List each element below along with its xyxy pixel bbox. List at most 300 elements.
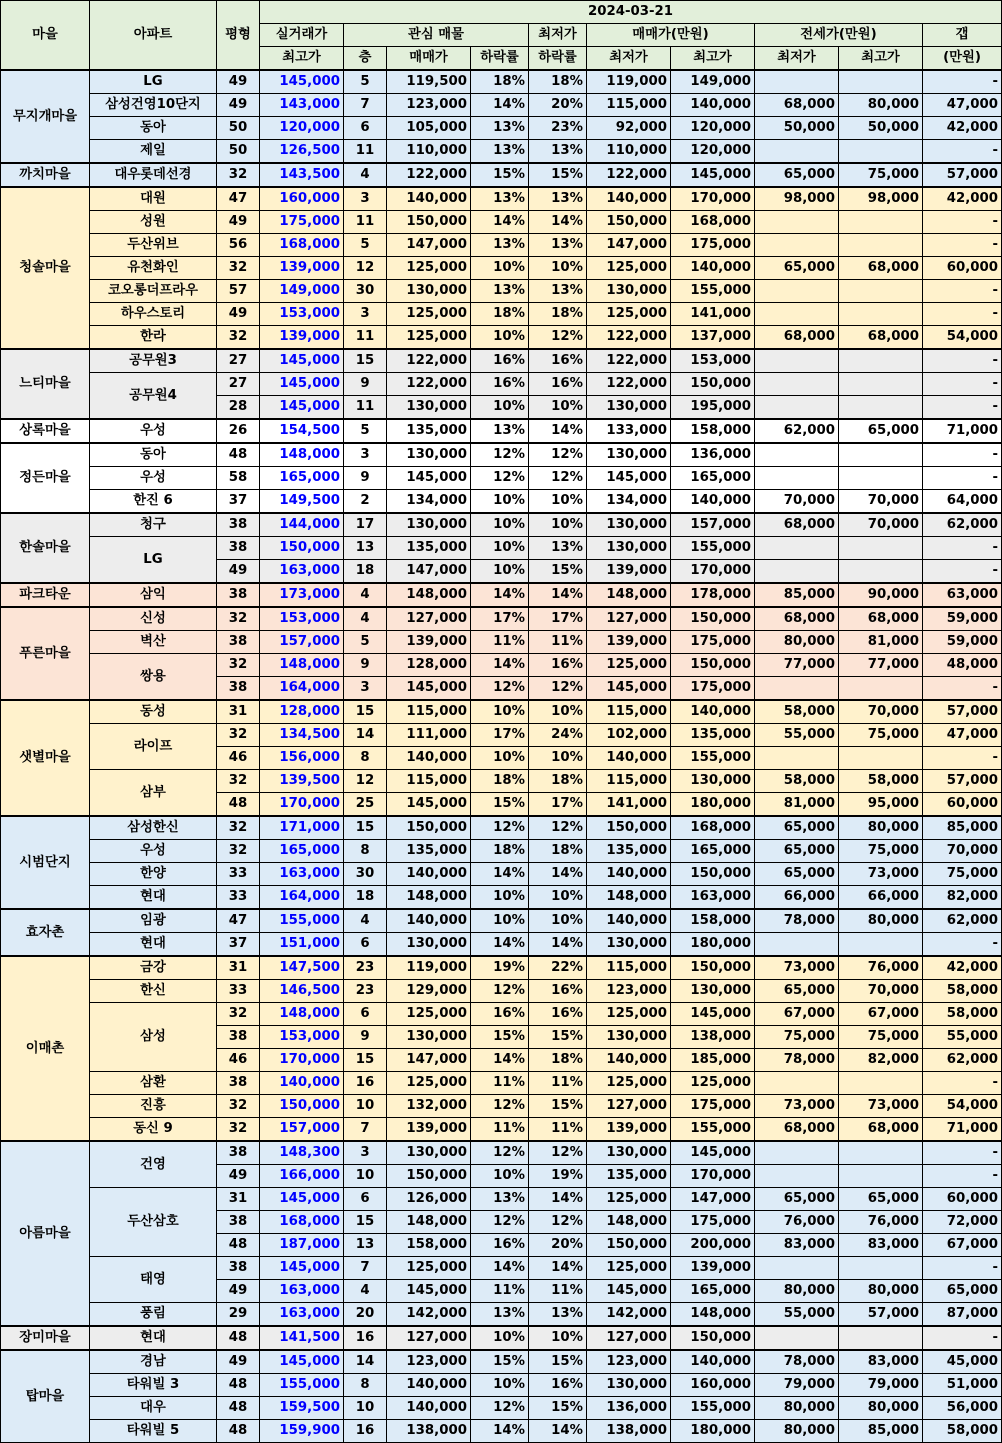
drop-rate-header: 하락률 xyxy=(471,47,529,71)
jeonse-min-cell: 80,000 xyxy=(755,1420,839,1443)
drop-rate-cell: 10% xyxy=(471,396,529,420)
jeonse-min-cell xyxy=(755,373,839,396)
apartment-name-cell: 삼성건영10단지 xyxy=(90,94,217,117)
sale-max-cell: 140,000 xyxy=(671,1350,755,1374)
pyeong-cell: 46 xyxy=(217,1049,260,1072)
low-drop-rate-cell: 13% xyxy=(529,537,587,560)
drop-rate-cell: 18% xyxy=(471,840,529,863)
sale-min-cell: 130,000 xyxy=(587,396,671,420)
low-drop-rate-cell: 24% xyxy=(529,724,587,747)
floor-cell: 20 xyxy=(344,1303,387,1327)
sale-min-cell: 130,000 xyxy=(587,1374,671,1397)
pyeong-cell: 48 xyxy=(217,1326,260,1350)
sale-price-cell: 130,000 xyxy=(387,396,471,420)
sale-price-cell: 119,000 xyxy=(387,956,471,980)
real-high-price-cell: 157,000 xyxy=(260,1118,344,1142)
jeonse-max-cell xyxy=(839,467,923,490)
pyeong-cell: 37 xyxy=(217,490,260,514)
drop-rate-cell: 14% xyxy=(471,583,529,607)
pyeong-cell: 33 xyxy=(217,980,260,1003)
jeonse-max-cell: 68,000 xyxy=(839,1118,923,1142)
real-high-price-cell: 126,500 xyxy=(260,140,344,164)
sale-max-cell: 180,000 xyxy=(671,933,755,957)
pyeong-cell: 38 xyxy=(217,1072,260,1095)
low-drop-rate-cell: 12% xyxy=(529,443,587,467)
jeonse-min-cell xyxy=(755,933,839,957)
apartment-name-cell: 대원 xyxy=(90,187,217,211)
floor-cell: 15 xyxy=(344,349,387,373)
low-drop-rate-cell: 15% xyxy=(529,1350,587,1374)
sale-price-cell: 127,000 xyxy=(387,1326,471,1350)
sale-max-cell: 165,000 xyxy=(671,1280,755,1303)
sale-min-cell: 139,000 xyxy=(587,1118,671,1142)
sale-min-cell: 135,000 xyxy=(587,840,671,863)
real-high-price-cell: 145,000 xyxy=(260,373,344,396)
drop-rate-cell: 15% xyxy=(471,163,529,187)
sale-price-cell: 158,000 xyxy=(387,1234,471,1257)
low-drop-rate-cell: 18% xyxy=(529,70,587,94)
sale-max-cell: 165,000 xyxy=(671,467,755,490)
sale-max-cell: 130,000 xyxy=(671,770,755,793)
jeonse-max-cell xyxy=(839,211,923,234)
sale-max-cell: 140,000 xyxy=(671,94,755,117)
low-drop-rate-cell: 18% xyxy=(529,1049,587,1072)
jeonse-min-cell: 98,000 xyxy=(755,187,839,211)
gap-cell: 85,000 xyxy=(923,816,1002,840)
floor-cell: 5 xyxy=(344,419,387,443)
low-drop-rate-cell: 18% xyxy=(529,303,587,326)
gap-cell: 70,000 xyxy=(923,840,1002,863)
apartment-header: 아파트 xyxy=(90,1,217,71)
low-drop-rate-cell: 16% xyxy=(529,980,587,1003)
jeonse-min-cell xyxy=(755,1257,839,1280)
drop-rate-cell: 10% xyxy=(471,490,529,514)
sale-min-cell: 150,000 xyxy=(587,816,671,840)
real-high-price-cell: 148,000 xyxy=(260,443,344,467)
jeonse-max-cell: 82,000 xyxy=(839,1049,923,1072)
village-name-cell: 효자촌 xyxy=(1,909,90,956)
pyeong-cell: 33 xyxy=(217,863,260,886)
sale-price-cell: 127,000 xyxy=(387,607,471,631)
jeonse-max-cell xyxy=(839,1072,923,1095)
floor-cell: 4 xyxy=(344,163,387,187)
jeonse-min-cell xyxy=(755,303,839,326)
floor-cell: 3 xyxy=(344,1141,387,1165)
real-high-price-cell: 145,000 xyxy=(260,1350,344,1374)
pyeong-cell: 38 xyxy=(217,631,260,654)
sale-price-cell: 145,000 xyxy=(387,467,471,490)
drop-rate-cell: 10% xyxy=(471,909,529,933)
gap-cell: 60,000 xyxy=(923,257,1002,280)
floor-cell: 15 xyxy=(344,1211,387,1234)
jeonse-min-cell: 80,000 xyxy=(755,631,839,654)
gap-cell: 63,000 xyxy=(923,583,1002,607)
floor-header: 층 xyxy=(344,47,387,71)
real-high-price-cell: 150,000 xyxy=(260,1095,344,1118)
sale-min-cell: 130,000 xyxy=(587,443,671,467)
drop-rate-cell: 12% xyxy=(471,443,529,467)
real-high-price-cell: 165,000 xyxy=(260,840,344,863)
gap-cell: 54,000 xyxy=(923,1095,1002,1118)
low-drop-rate-cell: 10% xyxy=(529,1326,587,1350)
jeonse-min-cell xyxy=(755,211,839,234)
jeonse-max-cell: 95,000 xyxy=(839,793,923,817)
drop-rate-cell: 12% xyxy=(471,1397,529,1420)
real-high-price-cell: 164,000 xyxy=(260,677,344,701)
drop-rate-cell: 12% xyxy=(471,1211,529,1234)
pyeong-cell: 49 xyxy=(217,1350,260,1374)
low-drop-rate-cell: 12% xyxy=(529,1141,587,1165)
sale-min-cell: 135,000 xyxy=(587,1165,671,1188)
sale-price-cell: 150,000 xyxy=(387,816,471,840)
sale-price-cell: 148,000 xyxy=(387,886,471,910)
low-drop-rate-cell: 14% xyxy=(529,933,587,957)
jeonse-min-cell xyxy=(755,140,839,164)
jeonse-min-cell: 77,000 xyxy=(755,654,839,677)
gap-cell: 57,000 xyxy=(923,700,1002,724)
jeonse-min-cell: 75,000 xyxy=(755,1026,839,1049)
sale-min-cell: 150,000 xyxy=(587,211,671,234)
sale-min-cell: 130,000 xyxy=(587,537,671,560)
sale-min-cell: 123,000 xyxy=(587,1350,671,1374)
real-high-price-cell: 170,000 xyxy=(260,1049,344,1072)
jeonse-min-cell xyxy=(755,280,839,303)
sale-price-cell: 140,000 xyxy=(387,187,471,211)
sale-min-cell: 127,000 xyxy=(587,1095,671,1118)
apartment-name-cell: 삼환 xyxy=(90,1072,217,1095)
gap-cell: 59,000 xyxy=(923,607,1002,631)
sale-max-cell: 148,000 xyxy=(671,1303,755,1327)
jeonse-min-cell: 50,000 xyxy=(755,117,839,140)
table-row xyxy=(1,419,1002,443)
table-row xyxy=(1,117,1002,140)
drop-rate-cell: 15% xyxy=(471,793,529,817)
pyeong-cell: 38 xyxy=(217,1211,260,1234)
drop-rate-cell: 13% xyxy=(471,1303,529,1327)
gap-cell: 42,000 xyxy=(923,117,1002,140)
jeonse-min-cell: 68,000 xyxy=(755,1118,839,1142)
jeonse-max-cell: 76,000 xyxy=(839,1211,923,1234)
table-row xyxy=(1,234,1002,257)
pyeong-cell: 48 xyxy=(217,793,260,817)
sale-min-cell: 148,000 xyxy=(587,1211,671,1234)
low-drop-rate-cell: 13% xyxy=(529,1303,587,1327)
sale-price-cell: 130,000 xyxy=(387,513,471,537)
sale-price-cell: 135,000 xyxy=(387,537,471,560)
sale-max-cell: 175,000 xyxy=(671,234,755,257)
apartment-name-cell: 우성 xyxy=(90,419,217,443)
pyeong-cell: 32 xyxy=(217,257,260,280)
jeonse-range-header: 전세가(만원) xyxy=(755,24,923,47)
real-high-price-cell: 149,000 xyxy=(260,280,344,303)
table-row xyxy=(1,211,1002,234)
pyeong-cell: 31 xyxy=(217,1188,260,1211)
gap-cell: - xyxy=(923,1072,1002,1095)
low-drop-rate-cell: 14% xyxy=(529,419,587,443)
jeonse-min-cell xyxy=(755,1072,839,1095)
sale-max-cell: 145,000 xyxy=(671,1003,755,1026)
jeonse-min-cell: 78,000 xyxy=(755,1350,839,1374)
floor-cell: 8 xyxy=(344,1374,387,1397)
gap-cell: 72,000 xyxy=(923,1211,1002,1234)
floor-cell: 17 xyxy=(344,513,387,537)
low-drop-header-bottom: 하락률 xyxy=(529,47,587,71)
apartment-name-cell: 두산삼호 xyxy=(90,1188,217,1257)
gap-cell: 51,000 xyxy=(923,1374,1002,1397)
table-row xyxy=(1,654,1002,677)
gap-cell: - xyxy=(923,234,1002,257)
sale-price-cell: 140,000 xyxy=(387,863,471,886)
gap-cell: 62,000 xyxy=(923,909,1002,933)
pyeong-cell: 38 xyxy=(217,513,260,537)
sale-max-cell: 160,000 xyxy=(671,1374,755,1397)
sale-max-cell: 135,000 xyxy=(671,724,755,747)
real-high-price-cell: 148,000 xyxy=(260,1003,344,1026)
floor-cell: 9 xyxy=(344,654,387,677)
village-name-cell: 시범단지 xyxy=(1,816,90,909)
low-drop-rate-cell: 19% xyxy=(529,1165,587,1188)
low-drop-rate-cell: 20% xyxy=(529,94,587,117)
sale-min-cell: 110,000 xyxy=(587,140,671,164)
sale-price-cell: 150,000 xyxy=(387,1165,471,1188)
date-header: 2024-03-21 xyxy=(260,1,1002,24)
low-drop-rate-cell: 18% xyxy=(529,770,587,793)
sale-max-cell: 139,000 xyxy=(671,1257,755,1280)
sale-price-cell: 138,000 xyxy=(387,1420,471,1443)
jeonse-min-cell xyxy=(755,1141,839,1165)
jeonse-max-cell xyxy=(839,396,923,420)
jeonse-min-cell: 55,000 xyxy=(755,724,839,747)
low-drop-rate-cell: 10% xyxy=(529,257,587,280)
drop-rate-cell: 18% xyxy=(471,303,529,326)
jeonse-min-cell: 65,000 xyxy=(755,863,839,886)
sale-price-cell: 130,000 xyxy=(387,280,471,303)
table-row xyxy=(1,443,1002,467)
sale-min-cell: 122,000 xyxy=(587,349,671,373)
drop-rate-cell: 16% xyxy=(471,1234,529,1257)
jeonse-max-cell: 70,000 xyxy=(839,980,923,1003)
jeonse-max-cell xyxy=(839,443,923,467)
sale-range-header: 매매가(만원) xyxy=(587,24,755,47)
jeonse-max-cell xyxy=(839,1257,923,1280)
jeonse-min-cell xyxy=(755,1326,839,1350)
real-high-price-cell: 154,500 xyxy=(260,419,344,443)
apartment-name-cell: 한양 xyxy=(90,863,217,886)
jeonse-max-cell: 67,000 xyxy=(839,1003,923,1026)
interest-header: 관심 매물 xyxy=(344,24,529,47)
floor-cell: 10 xyxy=(344,1397,387,1420)
apartment-name-cell: 하우스토리 xyxy=(90,303,217,326)
real-high-price-cell: 157,000 xyxy=(260,631,344,654)
jeonse-max-cell: 68,000 xyxy=(839,326,923,350)
pyeong-cell: 32 xyxy=(217,816,260,840)
sale-max-cell: 175,000 xyxy=(671,677,755,701)
sale-min-cell: 136,000 xyxy=(587,1397,671,1420)
drop-rate-cell: 12% xyxy=(471,467,529,490)
sale-min-cell: 139,000 xyxy=(587,631,671,654)
jeonse-max-header: 최고가 xyxy=(839,47,923,71)
jeonse-min-cell: 83,000 xyxy=(755,1234,839,1257)
sale-max-cell: 185,000 xyxy=(671,1049,755,1072)
sale-max-cell: 147,000 xyxy=(671,1188,755,1211)
sale-price-cell: 130,000 xyxy=(387,1141,471,1165)
sale-price-cell: 147,000 xyxy=(387,560,471,584)
jeonse-min-cell: 68,000 xyxy=(755,94,839,117)
sale-price-cell: 148,000 xyxy=(387,1211,471,1234)
table-row xyxy=(1,840,1002,863)
sale-min-cell: 140,000 xyxy=(587,187,671,211)
pyeong-cell: 48 xyxy=(217,1397,260,1420)
sale-max-cell: 157,000 xyxy=(671,513,755,537)
table-row xyxy=(1,1303,1002,1327)
floor-cell: 11 xyxy=(344,326,387,350)
table-row xyxy=(1,724,1002,747)
floor-cell: 5 xyxy=(344,631,387,654)
sale-min-cell: 125,000 xyxy=(587,257,671,280)
sale-min-cell: 145,000 xyxy=(587,467,671,490)
gap-cell: - xyxy=(923,747,1002,770)
low-drop-rate-cell: 14% xyxy=(529,583,587,607)
sale-price-cell: 123,000 xyxy=(387,1350,471,1374)
sale-min-cell: 130,000 xyxy=(587,513,671,537)
floor-cell: 8 xyxy=(344,840,387,863)
sale-min-cell: 122,000 xyxy=(587,163,671,187)
sale-max-cell: 140,000 xyxy=(671,700,755,724)
sale-min-cell: 115,000 xyxy=(587,700,671,724)
pyeong-cell: 38 xyxy=(217,583,260,607)
real-high-price-cell: 187,000 xyxy=(260,1234,344,1257)
apartment-name-cell: 두산위브 xyxy=(90,234,217,257)
table-row xyxy=(1,349,1002,373)
sale-price-cell: 122,000 xyxy=(387,373,471,396)
sale-min-cell: 125,000 xyxy=(587,1188,671,1211)
village-name-cell: 한솔마을 xyxy=(1,513,90,583)
jeonse-min-cell: 68,000 xyxy=(755,607,839,631)
pyeong-cell: 49 xyxy=(217,560,260,584)
low-drop-rate-cell: 14% xyxy=(529,1188,587,1211)
pyeong-cell: 49 xyxy=(217,70,260,94)
table-row xyxy=(1,863,1002,886)
table-row xyxy=(1,513,1002,537)
jeonse-max-cell xyxy=(839,1141,923,1165)
low-drop-rate-cell: 10% xyxy=(529,396,587,420)
pyeong-cell: 31 xyxy=(217,700,260,724)
pyeong-cell: 38 xyxy=(217,1141,260,1165)
low-drop-rate-cell: 11% xyxy=(529,1072,587,1095)
apartment-name-cell: 금강 xyxy=(90,956,217,980)
pyeong-cell: 32 xyxy=(217,724,260,747)
sale-min-cell: 148,000 xyxy=(587,583,671,607)
drop-rate-cell: 13% xyxy=(471,234,529,257)
village-name-cell: 샛별마을 xyxy=(1,700,90,816)
table-row xyxy=(1,70,1002,94)
sale-price-cell: 132,000 xyxy=(387,1095,471,1118)
gap-cell: - xyxy=(923,349,1002,373)
real-high-price-cell: 140,000 xyxy=(260,1072,344,1095)
jeonse-max-cell: 76,000 xyxy=(839,956,923,980)
pyeong-cell: 32 xyxy=(217,163,260,187)
sale-min-cell: 147,000 xyxy=(587,234,671,257)
sale-max-cell: 155,000 xyxy=(671,1397,755,1420)
village-name-cell: 까치마을 xyxy=(1,163,90,187)
drop-rate-cell: 10% xyxy=(471,1165,529,1188)
sale-min-cell: 102,000 xyxy=(587,724,671,747)
pyeong-cell: 32 xyxy=(217,840,260,863)
sale-price-cell: 115,000 xyxy=(387,700,471,724)
sale-min-cell: 140,000 xyxy=(587,747,671,770)
drop-rate-cell: 14% xyxy=(471,933,529,957)
real-high-price-cell: 146,500 xyxy=(260,980,344,1003)
drop-rate-cell: 17% xyxy=(471,724,529,747)
low-drop-rate-cell: 12% xyxy=(529,467,587,490)
drop-rate-cell: 16% xyxy=(471,1003,529,1026)
jeonse-min-cell: 80,000 xyxy=(755,1397,839,1420)
low-drop-rate-cell: 13% xyxy=(529,187,587,211)
sale-price-cell: 140,000 xyxy=(387,747,471,770)
real-high-price-cell: 159,900 xyxy=(260,1420,344,1443)
sale-min-cell: 115,000 xyxy=(587,94,671,117)
jeonse-max-cell: 65,000 xyxy=(839,1188,923,1211)
gap-cell: 58,000 xyxy=(923,1420,1002,1443)
apartment-name-cell: 성원 xyxy=(90,211,217,234)
pyeong-cell: 50 xyxy=(217,140,260,164)
sale-max-cell: 155,000 xyxy=(671,537,755,560)
drop-rate-cell: 19% xyxy=(471,956,529,980)
sale-max-cell: 150,000 xyxy=(671,1326,755,1350)
sale-min-cell: 122,000 xyxy=(587,326,671,350)
floor-cell: 16 xyxy=(344,1420,387,1443)
apartment-name-cell: 현대 xyxy=(90,1326,217,1350)
low-drop-rate-cell: 10% xyxy=(529,747,587,770)
jeonse-max-cell: 75,000 xyxy=(839,163,923,187)
drop-rate-cell: 12% xyxy=(471,980,529,1003)
real-high-price-cell: 175,000 xyxy=(260,211,344,234)
table-row xyxy=(1,1003,1002,1026)
floor-cell: 4 xyxy=(344,1280,387,1303)
floor-cell: 12 xyxy=(344,770,387,793)
table-row xyxy=(1,373,1002,396)
jeonse-min-cell: 76,000 xyxy=(755,1211,839,1234)
pyeong-cell: 37 xyxy=(217,933,260,957)
gap-cell: 62,000 xyxy=(923,513,1002,537)
floor-cell: 7 xyxy=(344,94,387,117)
jeonse-min-cell: 65,000 xyxy=(755,257,839,280)
apartment-name-cell: 제일 xyxy=(90,140,217,164)
gap-cell: 55,000 xyxy=(923,1026,1002,1049)
village-name-cell: 탑마을 xyxy=(1,1350,90,1443)
pyeong-cell: 32 xyxy=(217,654,260,677)
table-row xyxy=(1,1118,1002,1142)
jeonse-max-cell: 81,000 xyxy=(839,631,923,654)
sale-max-cell: 140,000 xyxy=(671,490,755,514)
table-row xyxy=(1,303,1002,326)
real-high-price-cell: 141,500 xyxy=(260,1326,344,1350)
pyeong-cell: 49 xyxy=(217,1165,260,1188)
apartment-name-cell: 삼부 xyxy=(90,770,217,817)
jeonse-max-cell: 65,000 xyxy=(839,419,923,443)
table-row xyxy=(1,980,1002,1003)
jeonse-max-cell: 83,000 xyxy=(839,1234,923,1257)
pyeong-cell: 32 xyxy=(217,1003,260,1026)
gap-cell: - xyxy=(923,677,1002,701)
floor-cell: 9 xyxy=(344,1026,387,1049)
apartment-name-cell: 현대 xyxy=(90,886,217,910)
table-row xyxy=(1,94,1002,117)
sale-price-cell: 128,000 xyxy=(387,654,471,677)
table-row xyxy=(1,490,1002,514)
drop-rate-cell: 13% xyxy=(471,187,529,211)
sale-max-cell: 155,000 xyxy=(671,747,755,770)
